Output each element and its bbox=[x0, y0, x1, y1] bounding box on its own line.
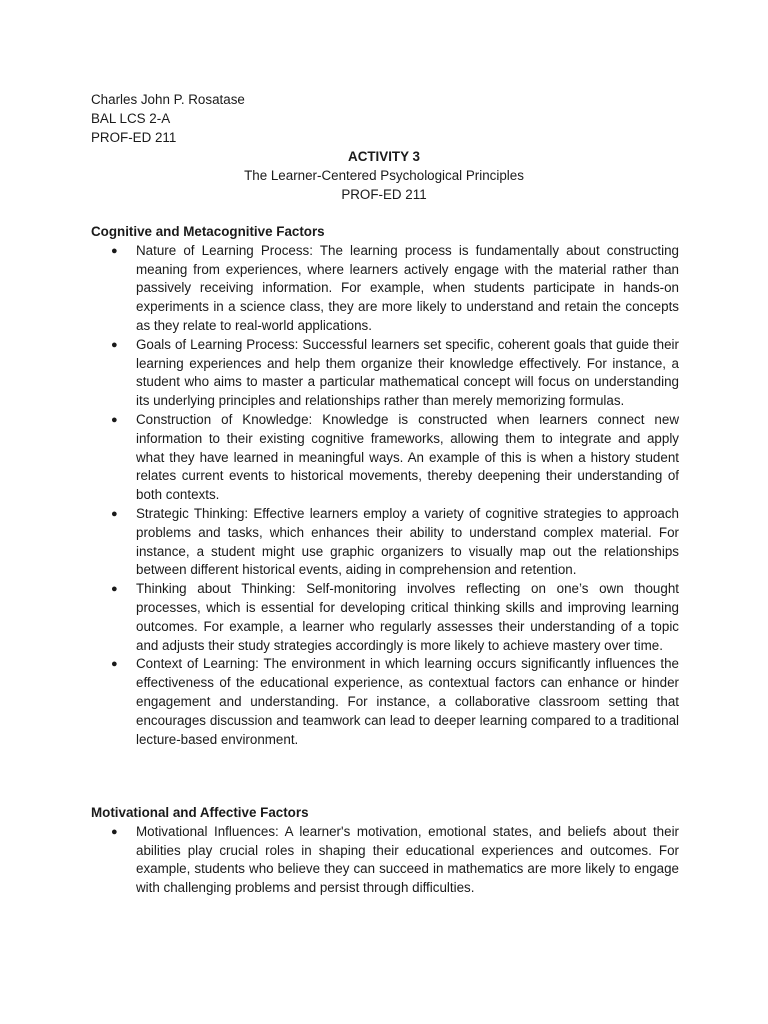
bullet-icon: ● bbox=[111, 413, 118, 426]
bullet-icon: ● bbox=[111, 244, 118, 257]
section-heading: Motivational and Affective Factors bbox=[91, 805, 309, 820]
list-item bbox=[91, 336, 679, 411]
list-item bbox=[91, 505, 679, 580]
list-item bbox=[91, 580, 679, 655]
student-name: Charles John P. Rosatase bbox=[91, 92, 245, 107]
list-item-text: Context of Learning: The environment in which learning occurs significantly influences the effectiveness of the educational experience, as contextual factors can enhance or hinder engagement and understanding. For instance, a collaborative classroom setting that encourages discussion and teamwork can lead to deeper learning compared to a traditional lecture-based environment. bbox=[136, 656, 679, 747]
title-course: PROF-ED 211 bbox=[341, 186, 427, 202]
list-item bbox=[91, 823, 679, 898]
section-heading: Cognitive and Metacognitive Factors bbox=[91, 224, 325, 239]
section-motivational-affective bbox=[91, 804, 679, 898]
list-item-text: Motivational Influences: A learner's motivation, emotional states, and beliefs about their abilities play crucial roles in shaping their educational experiences and outcomes. For example, students who believe they can succeed in mathematics are more likely to engage with challenging problems and persist through difficulties. bbox=[136, 823, 679, 896]
bullet-icon: ● bbox=[111, 507, 118, 520]
list-item-text: Construction of Knowledge: Knowledge is constructed when learners connect new information to their existing cognitive frameworks, allowing them to integrate and apply what they have learned in meaningful ways. An example of this is when a history student relates current events to historical movements, thereby deepening their understanding of both contexts. bbox=[136, 411, 679, 503]
list-item-text: Goals of Learning Process: Successful learners set specific, coherent goals that guide their learning experiences and help them organize their knowledge effectively. For instance, a student who aims to master a particular mathematical concept will focus on understanding its underlying principles and relationships rather than merely memorizing formulas. bbox=[136, 336, 679, 409]
section-cognitive-metacognitive bbox=[91, 223, 679, 749]
list-item-text: Thinking about Thinking: Self-monitoring involves reflecting on one’s own thought processes, which is essential for developing critical thinking skills and improving learning outcomes. For example, a learner who regularly assesses their understanding of a topic and adjusts their study strategies accordingly is more likely to achieve mastery over time. bbox=[136, 581, 679, 653]
bullet-list bbox=[91, 823, 679, 898]
activity-title: ACTIVITY 3 bbox=[348, 149, 420, 164]
bullet-icon: ● bbox=[111, 825, 118, 838]
student-section: BAL LCS 2-A bbox=[91, 110, 171, 126]
list-item bbox=[91, 411, 679, 505]
bullet-icon: ● bbox=[111, 658, 118, 671]
activity-subtitle: The Learner-Centered Psychological Principles bbox=[244, 167, 524, 183]
bullet-list bbox=[91, 242, 679, 750]
header-course: PROF-ED 211 bbox=[91, 129, 177, 145]
list-item bbox=[91, 242, 679, 336]
bullet-icon: ● bbox=[111, 338, 118, 351]
bullet-icon: ● bbox=[111, 583, 118, 596]
student-header bbox=[91, 91, 245, 147]
title-block bbox=[0, 148, 768, 204]
list-item-text: Strategic Thinking: Effective learners employ a variety of cognitive strategies to approach problems and tasks, which enhances their ability to understand complex material. For instance, a student might use graphic organizers to visually map out the relationships between different historical events, aiding in comprehension and retention. bbox=[136, 505, 679, 578]
list-item-text: Nature of Learning Process: The learning process is fundamentally about constructing meaning from experiences, where learners actively engage with the material rather than passively receiving information. For example, when students participate in hands-on experiments in a science class, they are more likely to understand and retain the concepts as they relate to real-world applications. bbox=[136, 242, 679, 333]
list-item bbox=[91, 655, 679, 749]
